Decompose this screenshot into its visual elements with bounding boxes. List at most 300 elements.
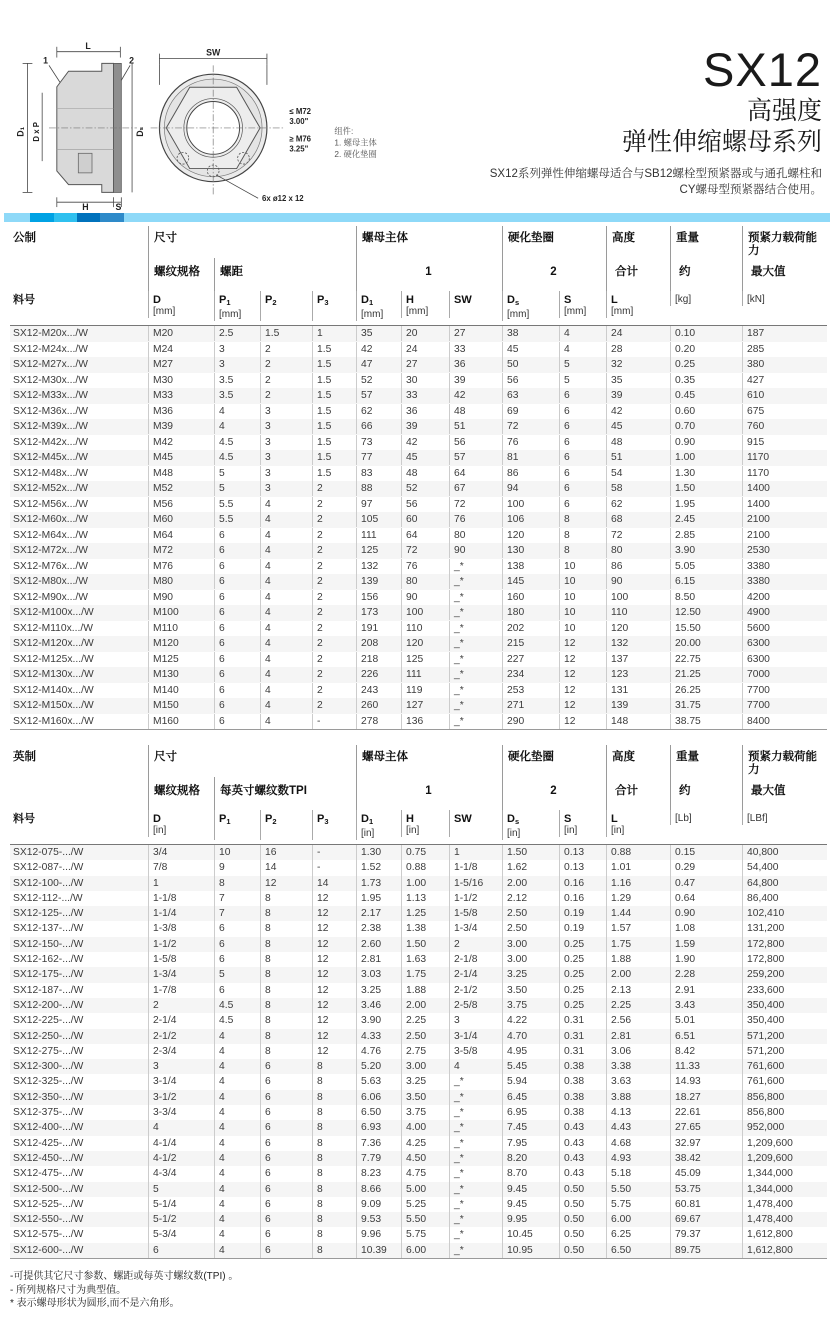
technical-drawing xyxy=(6,36,436,212)
table-row xyxy=(10,559,827,575)
table-cell: 69 xyxy=(502,404,559,419)
table-cell: 1.44 xyxy=(606,906,670,921)
table-cell: 1400 xyxy=(742,481,827,496)
table-cell: 28 xyxy=(606,342,670,357)
series-subtitle-2: 弹性伸缩螺母系列 xyxy=(621,128,822,156)
group-height: 高度 xyxy=(606,226,670,258)
table-cell: 8 xyxy=(260,937,312,952)
table-cell: 8.20 xyxy=(502,1151,559,1166)
table-cell: 64,800 xyxy=(742,876,827,891)
table-cell: 2.5 xyxy=(214,326,260,341)
table-cell: 6 xyxy=(214,921,260,936)
table-cell: 102,410 xyxy=(742,906,827,921)
table-row xyxy=(10,1105,827,1120)
table-cell: 4 xyxy=(214,419,260,434)
table-row xyxy=(10,1013,827,1028)
table-cell: 191 xyxy=(356,621,401,636)
table-cell: 1-7/8 xyxy=(148,983,214,998)
table-cell: 0.31 xyxy=(559,1029,606,1044)
table-cell: 42 xyxy=(606,404,670,419)
table-cell: 2.13 xyxy=(606,983,670,998)
table-cell: 10 xyxy=(214,845,260,860)
table-cell: 1.13 xyxy=(401,891,449,906)
table-cell: M60 xyxy=(148,512,214,527)
table-cell: 227 xyxy=(502,652,559,667)
sub-total: 合计 xyxy=(606,258,670,291)
table-cell: 4.50 xyxy=(401,1151,449,1166)
table-cell: 1.90 xyxy=(670,952,742,967)
table-cell: SX12-M20x.../W xyxy=(13,328,88,339)
table-cell: 271 xyxy=(502,698,559,713)
table-cell: 8 xyxy=(312,1182,356,1197)
table-cell: SX12-375-.../W xyxy=(13,1107,84,1119)
table-cell: 36 xyxy=(449,357,502,372)
table-cell: 1.16 xyxy=(606,876,670,891)
table-cell: 1.5 xyxy=(312,373,356,388)
table-cell: 1.30 xyxy=(670,466,742,481)
table-cell: 2 xyxy=(260,342,312,357)
table-cell: _* xyxy=(449,1212,502,1227)
column-header: P1 xyxy=(214,810,260,840)
table-cell: 1.95 xyxy=(356,891,401,906)
table-cell: 4.25 xyxy=(401,1136,449,1151)
table-cell: SX12-162-.../W xyxy=(13,954,84,966)
table-row xyxy=(10,1166,827,1181)
table-cell: 0.13 xyxy=(559,860,606,875)
table-cell: 8.70 xyxy=(502,1166,559,1181)
table-cell: 14.93 xyxy=(670,1074,742,1089)
table-cell: 97 xyxy=(356,497,401,512)
table-cell: SX12-M130x.../W xyxy=(13,669,94,680)
table-cell: M76 xyxy=(148,559,214,574)
table-row xyxy=(10,404,827,420)
table-cell: 1 xyxy=(449,845,502,860)
legend-item-nut-body: 1. 螺母主体 xyxy=(334,137,377,148)
legend-item-washer: 2. 硬化垫圈 xyxy=(334,149,377,160)
table-cell: 3.50 xyxy=(401,1090,449,1105)
table-cell: 12 xyxy=(312,952,356,967)
table-cell: 33 xyxy=(401,388,449,403)
table-cell: 9.09 xyxy=(356,1197,401,1212)
table-cell: 8 xyxy=(312,1151,356,1166)
table-cell: 3.25 xyxy=(502,967,559,982)
table-cell: 6 xyxy=(214,952,260,967)
table-cell: 6300 xyxy=(742,652,827,667)
column-header-row xyxy=(10,810,827,845)
table-cell: M48 xyxy=(148,466,214,481)
table-cell: 120 xyxy=(502,528,559,543)
group-nut-body: 螺母主体 xyxy=(356,226,502,258)
table-cell: 180 xyxy=(502,605,559,620)
table-cell: SX12-137-.../W xyxy=(13,923,84,935)
table-cell: 4 xyxy=(260,636,312,651)
table-cell: 5600 xyxy=(742,621,827,636)
table-cell: 3 xyxy=(260,404,312,419)
table-cell: 7700 xyxy=(742,698,827,713)
table-cell: 10 xyxy=(559,621,606,636)
table-cell: 2 xyxy=(260,357,312,372)
table-cell: 8 xyxy=(312,1243,356,1258)
table-cell: M45 xyxy=(148,450,214,465)
table-cell: SX12-525-.../W xyxy=(13,1198,84,1210)
table-cell: 2.75 xyxy=(401,1044,449,1059)
table-cell: 0.88 xyxy=(401,860,449,875)
table-cell: 62 xyxy=(356,404,401,419)
table-cell: 5-3/4 xyxy=(148,1227,214,1242)
table-cell: SX12-575-.../W xyxy=(13,1229,84,1241)
table-cell: 0.31 xyxy=(559,1013,606,1028)
table-cell: 7 xyxy=(214,906,260,921)
table-cell: 290 xyxy=(502,714,559,729)
group-washer: 硬化垫圈 xyxy=(502,745,606,777)
table-cell: 80 xyxy=(606,543,670,558)
table-cell: 0.90 xyxy=(670,435,742,450)
table-cell: 3.00 xyxy=(502,952,559,967)
table-cell: 6 xyxy=(260,1182,312,1197)
table-cell: 1-1/8 xyxy=(449,860,502,875)
table-cell: 3.25 xyxy=(401,1074,449,1089)
table-cell: 12 xyxy=(312,906,356,921)
table-cell: 2.56 xyxy=(606,1013,670,1028)
sub-washer-number: 2 xyxy=(502,777,606,810)
table-cell: 110 xyxy=(401,621,449,636)
table-cell: 90 xyxy=(401,590,449,605)
table-cell: SX12-M48x.../W xyxy=(13,467,88,479)
table-cell: 12.50 xyxy=(670,605,742,620)
group-height: 高度 xyxy=(606,745,670,777)
column-header: D [in] xyxy=(148,810,214,837)
table-cell: 0.43 xyxy=(559,1136,606,1151)
table-cell: 5 xyxy=(214,466,260,481)
table-cell: 2 xyxy=(312,636,356,651)
table-cell: 12 xyxy=(260,876,312,891)
dim-label-D1: D₁ xyxy=(15,126,26,137)
table-cell: 3 xyxy=(260,450,312,465)
table-cell: 6 xyxy=(559,435,606,450)
table-cell: 6 xyxy=(214,714,260,729)
table-cell: 5.63 xyxy=(356,1074,401,1089)
table-cell: 2.81 xyxy=(356,952,401,967)
table-cell: 1.62 xyxy=(502,860,559,875)
table-cell: 260 xyxy=(356,698,401,713)
table-cell: 6 xyxy=(260,1197,312,1212)
table-cell: 6 xyxy=(260,1227,312,1242)
table-cell: M100 xyxy=(148,605,214,620)
table-cell: 1.52 xyxy=(356,860,401,875)
table-cell: 160 xyxy=(502,590,559,605)
table-cell: 4.5 xyxy=(214,998,260,1013)
table-cell: 90 xyxy=(606,574,670,589)
table-cell: 0.25 xyxy=(559,998,606,1013)
table-cell: 8 xyxy=(312,1090,356,1105)
table-cell: 4 xyxy=(214,1212,260,1227)
table-cell: 42 xyxy=(401,435,449,450)
table-cell: 4 xyxy=(260,543,312,558)
accent-bar-segment xyxy=(30,213,54,222)
table-cell: 6 xyxy=(214,528,260,543)
sub-header-row xyxy=(10,777,827,810)
table-cell: 243 xyxy=(356,683,401,698)
table-cell: 48 xyxy=(401,466,449,481)
table-cell: 2100 xyxy=(742,512,827,527)
table-cell: 137 xyxy=(606,652,670,667)
table-cell: 2 xyxy=(312,621,356,636)
table-row xyxy=(10,1243,827,1258)
table-cell: 5.5 xyxy=(214,512,260,527)
table-cell: 22.61 xyxy=(670,1105,742,1120)
table-cell: 0.31 xyxy=(559,1044,606,1059)
table-cell: 111 xyxy=(356,528,401,543)
table-cell: 0.16 xyxy=(559,891,606,906)
table-cell: 63 xyxy=(502,388,559,403)
table-cell: 6 xyxy=(214,937,260,952)
table-cell: 3 xyxy=(449,1013,502,1028)
table-cell: 0.25 xyxy=(559,967,606,982)
column-header: L [mm] xyxy=(606,291,670,318)
table-cell: 761,600 xyxy=(742,1074,827,1089)
table-cell: 48 xyxy=(449,404,502,419)
table-cell: 45 xyxy=(606,419,670,434)
table-cell: 60.81 xyxy=(670,1197,742,1212)
table-cell: 6 xyxy=(260,1074,312,1089)
table-cell: M72 xyxy=(148,543,214,558)
table-cell: 3.25 xyxy=(356,983,401,998)
table-cell: 8 xyxy=(312,1105,356,1120)
table-cell: 1-1/8 xyxy=(148,891,214,906)
table-cell: 5.45 xyxy=(502,1059,559,1074)
table-row xyxy=(10,574,827,590)
table-cell: SX12-200-.../W xyxy=(13,999,84,1011)
table-cell: 62 xyxy=(606,497,670,512)
table-row xyxy=(10,1120,827,1135)
column-header: P3 xyxy=(312,291,356,321)
imperial-spec-table xyxy=(10,745,827,1259)
table-row xyxy=(10,497,827,513)
table-cell: 172,800 xyxy=(742,952,827,967)
table-cell: 9.95 xyxy=(502,1212,559,1227)
table-cell: 3.06 xyxy=(606,1044,670,1059)
table-cell: 4 xyxy=(214,1197,260,1212)
table-cell: 5.05 xyxy=(670,559,742,574)
table-cell: 10.95 xyxy=(502,1243,559,1258)
table-cell: 10.39 xyxy=(356,1243,401,1258)
table-cell: 571,200 xyxy=(742,1044,827,1059)
table-cell: 1.73 xyxy=(356,876,401,891)
table-row xyxy=(10,326,827,342)
table-cell: 0.43 xyxy=(559,1120,606,1135)
dim-label-L: L xyxy=(85,40,91,51)
table-cell: 2 xyxy=(260,373,312,388)
table-row xyxy=(10,636,827,652)
table-cell: SX12-100-.../W xyxy=(13,877,84,889)
table-cell: 27 xyxy=(401,357,449,372)
column-header: H [in] xyxy=(401,810,449,837)
table-cell: 6 xyxy=(214,590,260,605)
table-cell: 6 xyxy=(214,574,260,589)
table-cell: 6300 xyxy=(742,636,827,651)
table-cell: 5.00 xyxy=(401,1182,449,1197)
table-cell: SX12-M140x.../W xyxy=(13,684,94,696)
table-cell: 0.38 xyxy=(559,1059,606,1074)
table-cell: 7700 xyxy=(742,683,827,698)
table-cell: 8 xyxy=(312,1166,356,1181)
table-cell: M140 xyxy=(148,683,214,698)
table-cell: 4 xyxy=(260,652,312,667)
table-cell: 350,400 xyxy=(742,998,827,1013)
table-cell: 72 xyxy=(502,419,559,434)
table-cell: 72 xyxy=(449,497,502,512)
table-cell: 39 xyxy=(606,388,670,403)
table-row xyxy=(10,342,827,358)
table-cell: 6.51 xyxy=(670,1029,742,1044)
table-cell: 50 xyxy=(502,357,559,372)
table-cell: 125 xyxy=(401,652,449,667)
table-cell: 2 xyxy=(312,512,356,527)
table-row xyxy=(10,543,827,559)
group-weight: 重量 xyxy=(670,745,742,777)
table-cell: 0.60 xyxy=(670,404,742,419)
table-cell: 2 xyxy=(312,543,356,558)
table-cell: _* xyxy=(449,574,502,589)
table-cell: 2 xyxy=(312,652,356,667)
column-header: [LBf] xyxy=(742,810,827,825)
group-header-row xyxy=(10,745,827,777)
table-cell: M64 xyxy=(148,528,214,543)
table-cell: _* xyxy=(449,667,502,682)
table-cell: 4.5 xyxy=(214,1013,260,1028)
table-cell: 5 xyxy=(214,967,260,982)
column-header-row xyxy=(10,291,827,326)
table-cell: 8 xyxy=(260,1029,312,1044)
table-cell: 350,400 xyxy=(742,1013,827,1028)
sub-header-row xyxy=(10,258,827,291)
table-cell: 6 xyxy=(214,605,260,620)
table-cell: 6 xyxy=(260,1243,312,1258)
table-cell: 56 xyxy=(449,435,502,450)
column-header: Ds [in] xyxy=(502,810,559,840)
table-cell: 6.06 xyxy=(356,1090,401,1105)
table-cell: 7000 xyxy=(742,667,827,682)
table-cell: 6.50 xyxy=(356,1105,401,1120)
table-cell: 6 xyxy=(260,1136,312,1151)
sub-max: 最大值 xyxy=(742,777,827,810)
table-cell: 10 xyxy=(559,559,606,574)
table-cell: 187 xyxy=(742,326,827,341)
table-cell: SX12-M100x.../W xyxy=(13,607,94,618)
table-cell: 2530 xyxy=(742,543,827,558)
table-cell: M160 xyxy=(148,714,214,729)
group-washer: 硬化垫圈 xyxy=(502,226,606,258)
front-view xyxy=(151,48,305,204)
table-cell: 6.25 xyxy=(606,1227,670,1242)
table-cell: 56 xyxy=(502,373,559,388)
table-cell: 1.95 xyxy=(670,497,742,512)
accent-bar-segment xyxy=(100,213,124,222)
table-row xyxy=(10,1212,827,1227)
table-row xyxy=(10,388,827,404)
table-cell: 1-1/4 xyxy=(148,906,214,921)
table-cell: 52 xyxy=(401,481,449,496)
table-cell: SX12-M90x.../W xyxy=(13,591,88,603)
table-cell: 4.13 xyxy=(606,1105,670,1120)
callout-1: 1 xyxy=(43,55,49,66)
table-cell: 0.16 xyxy=(559,876,606,891)
table-cell: M130 xyxy=(148,667,214,682)
table-row xyxy=(10,876,827,891)
table-cell: 7 xyxy=(214,891,260,906)
table-row xyxy=(10,605,827,621)
table-cell: 3 xyxy=(260,466,312,481)
table-row xyxy=(10,1197,827,1212)
table-cell: 4 xyxy=(559,326,606,341)
table-cell: 57 xyxy=(356,388,401,403)
table-cell: 5.94 xyxy=(502,1074,559,1089)
table-cell: 8 xyxy=(260,921,312,936)
table-cell: 8 xyxy=(559,512,606,527)
table-cell: 8 xyxy=(559,528,606,543)
table-cell: 6 xyxy=(559,404,606,419)
table-cell: 145 xyxy=(502,574,559,589)
table-cell: 2.81 xyxy=(606,1029,670,1044)
table-cell: 3.90 xyxy=(670,543,742,558)
table-cell: 4.93 xyxy=(606,1151,670,1166)
table-cell: SX12-275-.../W xyxy=(13,1045,84,1057)
table-cell: 0.10 xyxy=(670,326,742,341)
table-cell: SX12-075-.../W xyxy=(13,847,84,858)
table-cell: _* xyxy=(449,1227,502,1242)
table-cell: _* xyxy=(449,1136,502,1151)
table-cell: 5-1/2 xyxy=(148,1212,214,1227)
table-cell: 1.5 xyxy=(260,326,312,341)
size-ge-inch: 3.25" xyxy=(289,144,309,154)
table-cell: 8 xyxy=(260,998,312,1013)
table-cell: 123 xyxy=(606,667,670,682)
column-header: SW xyxy=(449,810,502,837)
table-cell: 952,000 xyxy=(742,1120,827,1135)
column-header: D [mm] xyxy=(148,291,214,318)
dim-label-SW: SW xyxy=(206,47,221,58)
table-cell: 111 xyxy=(401,667,449,682)
table-cell: 66 xyxy=(356,419,401,434)
table-cell: 5 xyxy=(559,373,606,388)
table-row xyxy=(10,683,827,699)
table-cell: 7.95 xyxy=(502,1136,559,1151)
table-cell: 8 xyxy=(260,906,312,921)
dim-label-S: S xyxy=(115,202,122,212)
table-cell: 1.63 xyxy=(401,952,449,967)
table-cell: 856,800 xyxy=(742,1090,827,1105)
table-cell: 3-1/4 xyxy=(449,1029,502,1044)
table-cell: 6 xyxy=(214,652,260,667)
table-row xyxy=(10,698,827,714)
table-cell: 3.5 xyxy=(214,388,260,403)
table-cell: 226 xyxy=(356,667,401,682)
table-cell: 81 xyxy=(502,450,559,465)
table-cell: M39 xyxy=(148,419,214,434)
table-cell: 8.23 xyxy=(356,1166,401,1181)
table-cell: 4 xyxy=(260,497,312,512)
table-cell: _* xyxy=(449,698,502,713)
table-cell: 3 xyxy=(214,357,260,372)
table-cell: SX12-175-.../W xyxy=(13,969,84,981)
sub-thread-spec: 螺纹规格 xyxy=(148,258,214,291)
table-cell: 8 xyxy=(260,1044,312,1059)
table-row xyxy=(10,714,827,730)
table-cell: 1,209,600 xyxy=(742,1151,827,1166)
table-cell: 3-5/8 xyxy=(449,1044,502,1059)
table-cell: 12 xyxy=(312,891,356,906)
table-cell: 125 xyxy=(356,543,401,558)
